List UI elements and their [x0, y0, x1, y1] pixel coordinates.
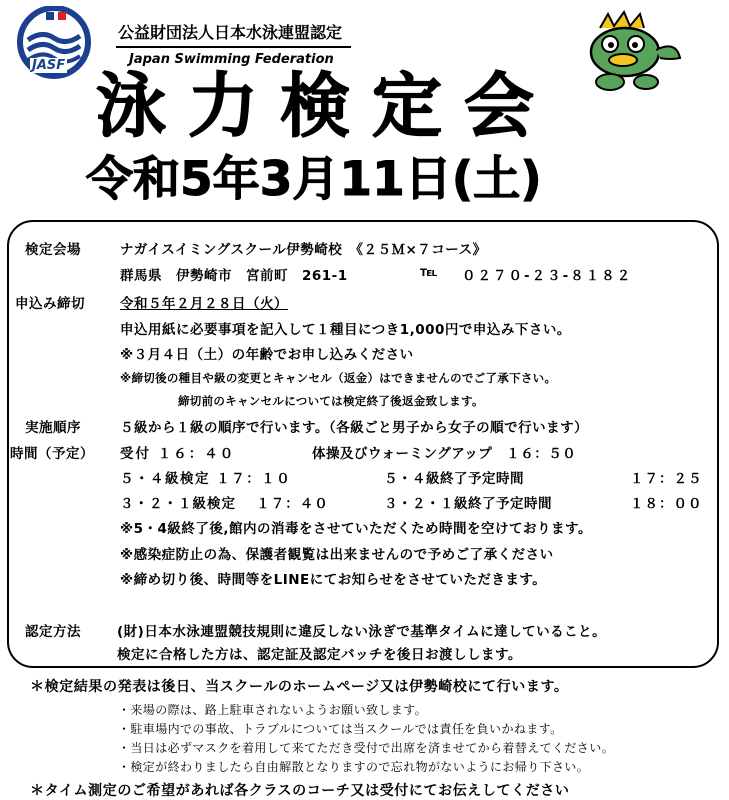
divider	[116, 46, 351, 48]
deadline-date: 令和５年２月２８日（火）	[120, 296, 288, 312]
schedule-row1-left: ５・４級検定 １７：１０	[120, 471, 292, 487]
certification-label: 認定方法	[25, 624, 81, 640]
schedule-note3: ※締め切り後、時間等をLINEにてお知らせをさせていただきます。	[120, 572, 547, 588]
organization-english: Japan Swimming Federation	[129, 52, 334, 67]
venue-label: 検定会場	[25, 242, 81, 258]
organization-name: 公益財団法人日本水泳連盟認定	[118, 23, 343, 42]
schedule-row1-time: １７：２５	[630, 471, 703, 487]
deadline-line1: 申込用紙に必要事項を記入して１種目につき1,000円で申込み下さい。	[120, 322, 571, 338]
logo-text: JASF	[32, 58, 66, 73]
page-title: 泳力検定会	[96, 65, 556, 147]
mascot-illustration	[580, 10, 690, 94]
schedule-row1-right: ５・４級終了予定時間	[384, 471, 524, 487]
venue-address: 群馬県 伊勢崎市 宮前町 261-1	[120, 268, 348, 284]
schedule-row2-right: ３・２・１級終了予定時間	[384, 496, 552, 512]
event-date: 令和5年3月11日(土)	[86, 152, 542, 207]
list-item: ・当日は必ずマスクを着用して来てただき受付で出席を済ませてから着替えてください。	[118, 741, 615, 755]
venue-tel: ０２７０-２３-８１８２	[462, 268, 633, 284]
tel-icon: ℡	[420, 264, 438, 280]
schedule-label: 時間（予定）	[10, 446, 94, 462]
certification-line2: 検定に合格した方は、認定証及認定バッチを後日お渡しします。	[117, 647, 522, 663]
time-note: ＊タイム測定のご希望があれば各クラスのコーチ又は受付にてお伝えしてください	[30, 783, 570, 799]
list-item: ・駐車場内での事故、トラブルについては当スクールでは責任を負いかねます。	[118, 722, 563, 736]
schedule-reception: 受付 １６：４０	[120, 446, 236, 462]
deadline-label: 申込み締切	[15, 296, 85, 312]
schedule-note1: ※5・4級終了後,館内の消毒をさせていただくため時間を空けております。	[120, 521, 592, 537]
schedule-row2-left: ３・２・１級検定 １７：４０	[120, 496, 329, 512]
list-item: ・検定が終わりましたら自由解散となりますので忘れ物がないようにお帰り下さい。	[118, 760, 590, 774]
deadline-line2: ※３月４日（土）の年齢でお申し込みください	[120, 347, 414, 363]
jasf-logo	[8, 6, 104, 86]
order-label: 実施順序	[25, 420, 81, 436]
certification-line1: (財)日本水泳連盟競技規則に違反しない泳ぎで基準タイムに達していること。	[117, 624, 607, 640]
deadline-line4: 締切前のキャンセルについては検定終了後返金致します。	[178, 394, 484, 408]
list-item: ・来場の際は、路上駐車されないようお願い致します。	[118, 703, 428, 717]
result-note: ＊検定結果の発表は後日、当スクールのホームページ又は伊勢崎校にて行います。	[30, 679, 569, 695]
deadline-line3: ※締切後の種目や級の変更とキャンセル（返金）はできませんのでご了承下さい。	[120, 371, 557, 385]
schedule-row2-time: １８：００	[630, 496, 703, 512]
order-text: ５級から１級の順序で行います。（各級ごと男子から女子の順で行います）	[120, 420, 589, 436]
schedule-note2: ※感染症防止の為、保護者観覧は出来ませんので予めご了承ください	[120, 547, 554, 563]
schedule-warmup: 体操及びウォーミングアップ １６：５０	[312, 446, 577, 462]
venue-name: ナガイスイミングスクール伊勢崎校 《２５Ｍ×７コース》	[120, 242, 487, 258]
